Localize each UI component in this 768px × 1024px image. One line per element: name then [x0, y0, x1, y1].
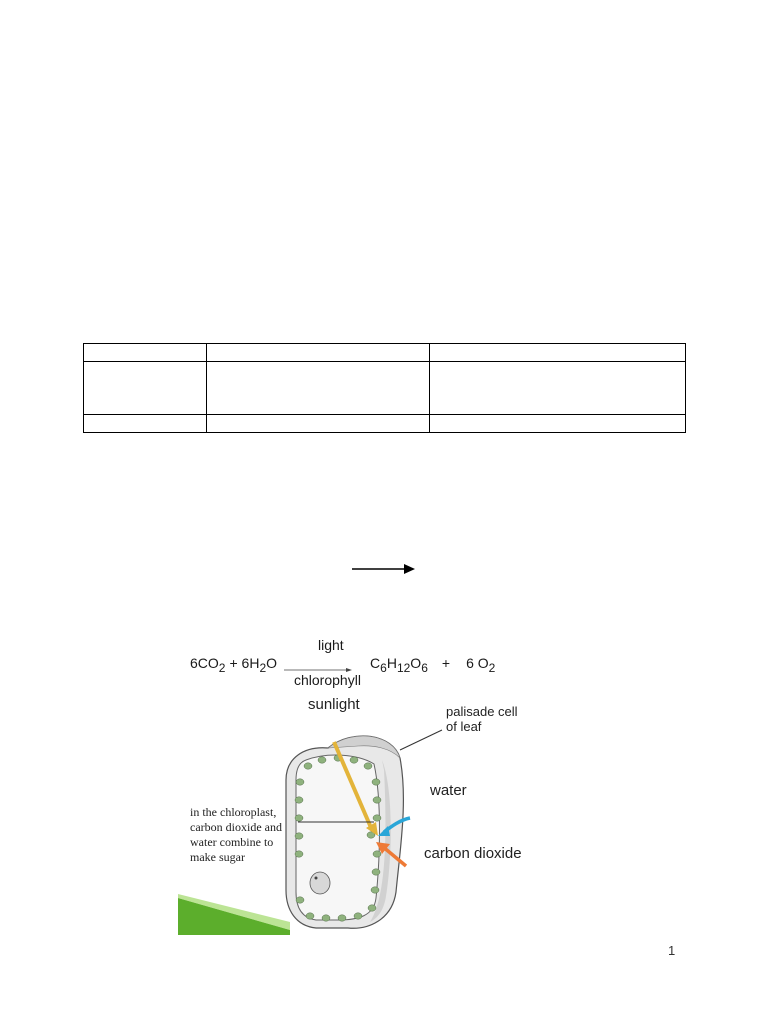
chloroplast-shape: [364, 763, 372, 769]
table-cell: [84, 362, 207, 415]
chloroplast-note-line1: in the chloroplast,: [190, 805, 277, 819]
table-row: [84, 415, 686, 433]
table-cell: [430, 415, 686, 433]
palisade-pointer-line: [400, 730, 442, 750]
palisade-label-line1: palisade cell: [446, 704, 518, 719]
chloroplast-shape: [373, 815, 381, 821]
photosynthesis-equation: [190, 637, 496, 688]
chloroplast-shape: [350, 757, 358, 763]
table-cell: [430, 344, 686, 362]
sunlight-label: sunlight: [308, 696, 360, 713]
table-cell: [84, 415, 207, 433]
chloroplast-shape: [296, 897, 304, 903]
chloroplast-note-line4: make sugar: [190, 850, 245, 864]
chloroplast-note-line2: carbon dioxide and: [190, 820, 282, 834]
chloroplast-shape: [295, 815, 303, 821]
chloroplast-shape: [296, 779, 304, 785]
table-cell: [207, 415, 430, 433]
page-number: 1: [668, 943, 676, 958]
water-label: water: [430, 782, 467, 799]
chloroplast-shape: [306, 913, 314, 919]
table-cell: [430, 362, 686, 415]
chloroplast-shape: [338, 915, 346, 921]
chloroplast-note-line3: water combine to: [190, 835, 274, 849]
empty-table: [83, 343, 686, 433]
chloroplast-shape: [295, 833, 303, 839]
table-row: [84, 362, 686, 415]
equation-below-arrow: chlorophyll: [294, 672, 361, 688]
chloroplast-shape: [304, 763, 312, 769]
nucleus-shape: [310, 872, 330, 894]
chloroplast-shape: [295, 797, 303, 803]
equation-reactants: 6CO2 + 6H2O: [190, 655, 278, 675]
equation-products: C6H12O6 + 6 O2: [370, 655, 496, 675]
chloroplast-shape: [354, 913, 362, 919]
right-arrow-icon: [352, 562, 416, 576]
green-decoration: [178, 898, 290, 935]
chloroplast-shape: [372, 779, 380, 785]
table-row: [84, 344, 686, 362]
chloroplast-shape: [371, 887, 379, 893]
chloroplast-shape: [372, 869, 380, 875]
carbon-dioxide-label: carbon dioxide: [424, 845, 522, 862]
equation-above-arrow: light: [318, 637, 344, 653]
table-cell: [207, 344, 430, 362]
table-cell: [84, 344, 207, 362]
chloroplast-shape: [295, 851, 303, 857]
chloroplast-shape: [373, 797, 381, 803]
palisade-label-line2: of leaf: [446, 719, 482, 734]
chloroplast-shape: [373, 851, 381, 857]
chloroplast-shape: [318, 757, 326, 763]
chloroplast-shape: [368, 905, 376, 911]
table-cell: [207, 362, 430, 415]
chloroplast-shape: [322, 915, 330, 921]
photosynthesis-figure: [178, 630, 538, 935]
